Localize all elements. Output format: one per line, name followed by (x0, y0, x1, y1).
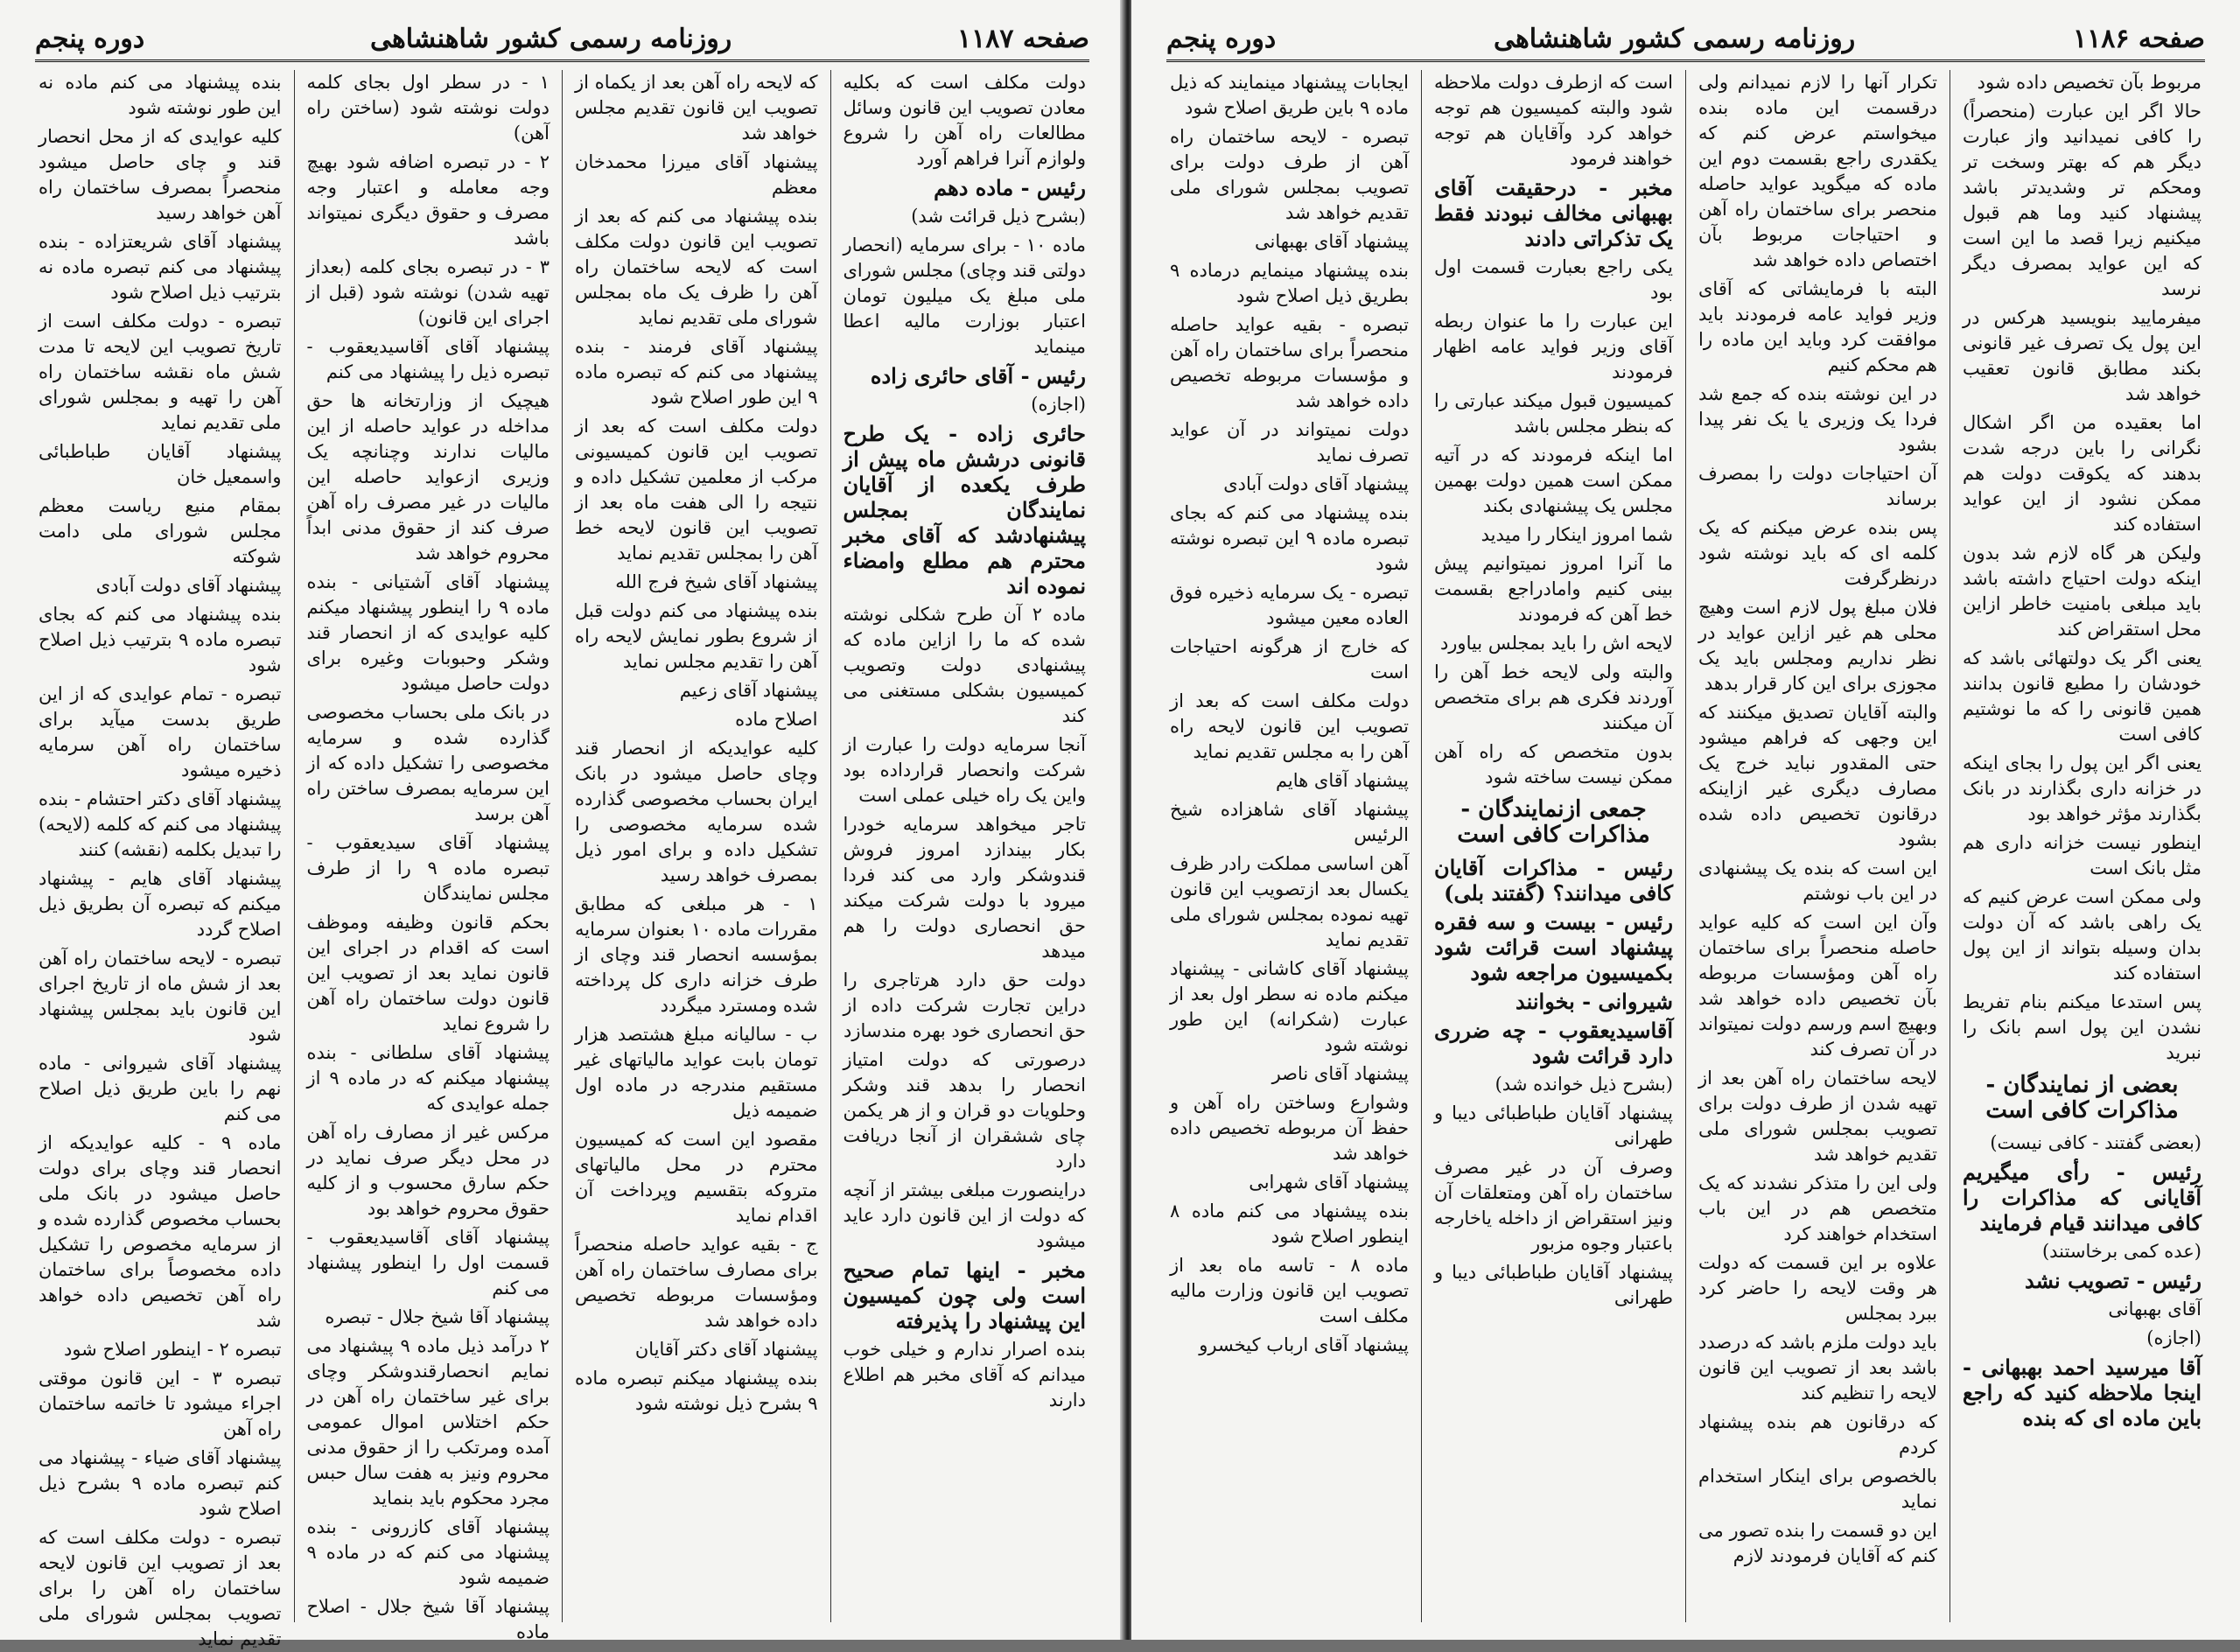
article-paragraph: پیشنهاد آقای ناصر (1271, 1063, 1409, 1084)
right-page-column (1950, 70, 2214, 1622)
article-paragraph: بالخصوص برای اینکار استخدام نماید (1698, 1466, 1937, 1512)
article-paragraph: مخبر - اینها تمام صحیح است ولی چون کمیسیون این پیشنهاد را پذیرفته (843, 1257, 1086, 1334)
article-paragraph: تبصره - لایحه ساختمان راه آهن از طرف دولت برای تصویب بمجلس شورای ملی تقدیم خواهد شد (1170, 126, 1409, 223)
left-page-column (830, 70, 1099, 1622)
article-paragraph: تبصره - دولت مکلف است که بعد از تصویب این قانون لایحه ساختمان راه آهن را برای تصویب بمجلس شورای ملی تقدیم نماید (38, 1527, 282, 1649)
article-paragraph: دولت حق دارد هرتاجری را دراین تجارت شرکت داده از حق انحصاری خود بهره مندسازد (843, 970, 1086, 1041)
article-paragraph: تبصره - تمام عوایدی که از این طریق بدست میآید برای ساختمان راه آهن سرمایه ذخیره میشود (38, 683, 282, 780)
article-paragraph: پیشنهاد آقای آقاسیدیعقوب - قسمت اول را اینطور پیشنهاد می کنم (306, 1227, 550, 1298)
article-paragraph: پیشنهاد آقای دولت آبادی (1223, 473, 1409, 494)
article-paragraph: پیشنهاد آقای دولت آبادی (95, 575, 282, 596)
article-paragraph: یعنی اگر این پول را بجای اینکه در خزانه داری بگذارند در بانک بگذارند مؤثر خواهد بود (1963, 752, 2202, 824)
article-paragraph: که درقانون هم بنده پیشنهاد کردم (1698, 1411, 1937, 1458)
article-paragraph: کلیه عوایدیکه از انحصار قند وچای حاصل میشود در بانک ایران بحساب مخصوصی گذارده شده سرمایه مخصوصی را تشکیل داده و برای امور ذیل بمصرف خواهد رسید (575, 738, 818, 886)
article-paragraph: پیشنهاد آقایان طباطبائی دیبا و طهرانی (1434, 1102, 1673, 1149)
article-paragraph: آهن اساسی مملکت رادر ظرف یکسال بعد ازتصویب این قانون تهیه نموده بمجلس شورای ملی تقدیم نماید (1170, 853, 1409, 950)
article-paragraph: آن احتیاجات دولت را بمصرف برساند (1698, 463, 1937, 509)
article-paragraph: والبته ولی لایحه خط آهن را آوردند فکری هم برای متخصص آن میکنند (1434, 662, 1673, 733)
article-paragraph: دولت مکلف است که بکلیه معادن تصویب این قانون وسائل مطالعات راه آهن را شروع ولوازم آنرا فراهم آورد (843, 72, 1086, 169)
article-paragraph: لایحه اش را باید بمجلس بیاورد (1439, 633, 1673, 654)
article-paragraph: پیشنهاد آقای شیخ فرج الله (615, 571, 818, 592)
article-paragraph: باید دولت ملزم باشد که درصدد باشد بعد از تصویب این قانون لایحه را تنظیم کند (1698, 1332, 1937, 1404)
article-paragraph: (اجازه) (1031, 394, 1086, 415)
article-paragraph: دولت نمیتواند در آن عواید تصرف نماید (1170, 419, 1409, 466)
article-paragraph: اصلاح ماده (735, 709, 818, 730)
article-paragraph: مقصود این است که کمیسیون محترم در محل مالیاتهای متروکه بتقسیم وپرداخت آن اقدام نماید (575, 1129, 818, 1226)
article-paragraph: پیشنهاد آقایان طباطبائی دیبا و طهرانی (1434, 1262, 1673, 1308)
article-paragraph: پیشنهاد آقای شهرابی (1249, 1172, 1409, 1193)
article-paragraph: ولی ممکن است عرض کنیم که یک راهی باشد که آن دولت بدان وسیله بتواند از این پول استفاده کند (1963, 886, 2202, 984)
article-paragraph: بنده پیشنهاد مینمایم درماده ۹ بطریق ذیل اصلاح شود (1170, 260, 1409, 306)
article-paragraph: پیشنهاد آقای زعیم (679, 680, 818, 701)
article-paragraph: تاجر میخواهد سرمایه خودرا بکار بیندازد امروز فروش قندوشکر وارد می کند فردا میرود با دولت شرکت میکند حق انحصاری دولت را هم میدهد (843, 814, 1086, 962)
article-paragraph: پیشنهاد آقای سلطانی - بنده پیشنهاد میکنم که در ماده ۹ از جمله عوایدی که (306, 1042, 550, 1114)
article-paragraph: مربوط بآن تخصیص داده شود (1977, 72, 2202, 93)
article-paragraph: والبته آقایان تصدیق میکنند که این وجهی که فراهم میشود حتی المقدور نباید خرج یک مصارف دیگری غیر ازاینکه درقانون تخصیص داده شده بشود (1698, 702, 1937, 850)
article-paragraph: پیشنهاد آقا شیخ جلال - اصلاح ماده (306, 1596, 550, 1642)
article-paragraph: ماده ۲ آن طرح شکلی نوشته شده که ما را ازاین ماده که پیشنهادی دولت وتصویب کمیسیون بشکلی مستغنی می کند (843, 604, 1086, 726)
article-paragraph: پیشنهاد آقای آشتیانی - بنده ماده ۹ را اینطور پیشنهاد میکنم کلیه عوایدی که از انحصار قند وشکر وحبوبات وغیره برای دولت حاصل میشود (306, 571, 550, 694)
article-paragraph: است که ازطرف دولت ملاحظه شود والبته کمیسیون هم توجه خواهد کرد وآقایان هم توجه خواهند فرمود (1434, 72, 1673, 169)
article-paragraph: علاوه بر این قسمت که دولت هر وقت لایحه را حاضر کرد ببرد بمجلس (1698, 1252, 1937, 1324)
article-paragraph: پیشنهاد آقای بهبهانی (1254, 231, 1409, 252)
article-paragraph: حالا اگر این عبارت (منحصراً) را کافی نمیدانید واز عبارت دیگر هم که بهتر وسخت تر ومحکم تر وشدیدتر باشد پیشنهاد کنید وما هم قبول میکنیم زیرا قصد ما این است که این عواید بمصرف دیگر نرسد (1963, 101, 2202, 299)
left-page-columns (26, 70, 1098, 1649)
article-paragraph: پیشنهاد آقا شیخ جلال - تبصره (325, 1306, 550, 1327)
article-paragraph: وصرف آن در غیر مصرف ساختمان راه آهن ومتعلقات آن ونیز استقراض از داخله یاخارجه باعتبار وجوه مزبور (1434, 1157, 1673, 1254)
article-paragraph: پیشنهاد آقای شریعتزاده - بنده پیشنهاد می کنم تبصره ماده نه بترتیب ذیل اصلاح شود (38, 231, 282, 303)
article-paragraph: ب - سالیانه مبلغ هشتصد هزار تومان بابت عواید مالیاتهای غیر مستقیم مندرجه در ماده اول ضمیمه ذیل (575, 1024, 818, 1121)
article-paragraph: (بعضی گفتند - کافی نیست) (1990, 1132, 2202, 1153)
article-paragraph: دراینصورت مبلغی بیشتر از آنچه که دولت از این قانون دارد عاید میشود (843, 1180, 1086, 1251)
article-paragraph: پیشنهاد آقای کازرونی - بنده پیشنهاد می کنم که در ماده ۹ ضمیمه شود (306, 1516, 550, 1588)
article-paragraph: بعضی از نمایندگان - مذاکرات کافی است (1985, 1072, 2179, 1124)
article-paragraph: ۱ - در سطر اول بجای کلمه دولت نوشته شود (ساختن راه آهن) (306, 72, 550, 144)
article-paragraph: پیشنهاد آقای شیروانی - ماده نهم را باین طریق ذیل اصلاح می کنم (38, 1053, 282, 1124)
article-paragraph: پیشنهاد آقای ارباب کیخسرو (1199, 1334, 1409, 1355)
article-paragraph: ماده ۸ - تاسه ماه بعد از تصویب این قانون وزارت مالیه مکلف است (1170, 1255, 1409, 1326)
article-paragraph: پیشنهاد آقای میرزا محمدخان معظم (575, 151, 818, 198)
article-paragraph: پیشنهاد آقای هایم - پیشنهاد میکنم که تبصره آن بطریق ذیل اصلاح گردد (38, 868, 282, 940)
article-paragraph: حائری زاده - یک طرح قانونی درشش ماه پیش از طرف یکعده از آقایان نمایندگان بمجلس پیشنهادشد که آقای مخبر محترم هم مطلع وامضاء نموده اند (843, 421, 1086, 598)
article-paragraph: پیشنهاد آقای هایم (1275, 770, 1409, 791)
article-paragraph: بنده پیشنهاد می کنم که بجای تبصره ماده ۹ این تبصره نوشته شود (1170, 502, 1409, 574)
article-paragraph: تکرار آنها را لازم نمیدانم ولی درقسمت این ماده بنده میخواستم عرض کنم که یکقدری راجع بقسمت دوم این ماده که میگوید عواید حاصله منحصر برای ساختمان راه آهن و احتیاجات مربوط بآن اختصاص داده خواهد شد (1698, 72, 1937, 270)
left-page-column (26, 70, 294, 1649)
left-page-column (562, 70, 830, 1622)
article-paragraph: (بشرح ذیل خوانده شد) (1494, 1074, 1673, 1095)
article-paragraph: مرکس غیر از مصارف راه آهن در محل دیگر صرف نماید در حکم سارق محسوب و از کلیه حقوق محروم خواهد بود (306, 1122, 550, 1219)
article-paragraph: درصورتی که دولت امتیاز انحصار را بدهد قند وشکر وحلویات دو قران و از هر یکمن چای ششقران از آنجا دریافت دارد (843, 1049, 1086, 1172)
article-paragraph: یعنی اگر یک دولتهائی باشد که خودشان را مطیع قانون بدانند همین قانونی را که ما نوشتیم کافی است (1963, 648, 2202, 745)
article-paragraph: ۳ - در تبصره بجای کلمه (بعداز تهیه شدن) نوشته شود (قبل از اجرای این قانون) (306, 256, 550, 328)
article-paragraph: تبصره - یک سرمایه ذخیره فوق العاده معین میشود (1170, 582, 1409, 628)
article-paragraph: تبصره - بقیه عواید حاصله منحصراً برای ساختمان راه آهن و مؤسسات مربوطه تخصیص داده خواهد شد (1170, 314, 1409, 411)
right-page-column (1158, 70, 1421, 1622)
article-paragraph: شیروانی - بخوانند (1516, 989, 1673, 1014)
article-paragraph: این دو قسمت را بنده تصور می کنم که آقایان فرمودند لازم (1698, 1520, 1937, 1566)
article-paragraph: دولت مکلف است که بعد از تصویب این قانون لایحه راه آهن را به مجلس تقدیم نماید (1170, 690, 1409, 762)
article-paragraph: ایجابات پیشنهاد مینمایند که ذیل ماده ۹ باین طریق اصلاح شود (1170, 72, 1409, 118)
article-paragraph: بنده پیشنهاد می کنم ماده ۸ اینطور اصلاح شود (1170, 1200, 1409, 1247)
article-paragraph: پیشنهاد آقای دکتر آقایان (634, 1339, 818, 1360)
article-paragraph: (عده کمی برخاستند) (2041, 1241, 2202, 1262)
article-paragraph: رئیس - بیست و سه فقره پیشنهاد است قرائت شود بکمیسیون مراجعه شود (1434, 909, 1673, 985)
article-paragraph: بحکم قانون وظیفه وموظف است که اقدام در اجرای این قانون نماید بعد از تصویب این قانون دولت ساختمان راه آهن را شروع نماید (306, 912, 550, 1034)
article-paragraph: ولیکن هر گاه لازم شد بدون اینکه دولت احتیاج داشته باشد باید مبلغی بامنیت خاطر ازاین محل استقراض کند (1963, 542, 2202, 640)
article-paragraph: ماده ۱۰ - برای سرمایه (انحصار دولتی قند وچای) مجلس شورای ملی مبلغ یک میلیون تومان اعتبار بوزارت مالیه اعطا مینماید (843, 234, 1086, 357)
article-paragraph: ج - بقیه عواید حاصله منحصراً برای مصارف ساختمان راه آهن ومؤسسات مربوطه تخصیص داده خواهد شد (575, 1234, 818, 1331)
article-paragraph: مخبر - درحقیقت آقای بهبهانی مخالف نبودند فقط یک تذکراتی دادند (1434, 175, 1673, 251)
article-paragraph: آقاسیدیعقوب - چه ضرری دارد قرائت شود (1434, 1018, 1673, 1068)
article-paragraph: تبصره ۲ - اینطور اصلاح شود (63, 1339, 282, 1360)
article-paragraph: رئیس - تصویب نشد (2025, 1268, 2202, 1293)
article-paragraph: آنجا سرمایه دولت را عبارت از شرکت وانحصار قرارداده بود واین یک راه خیلی عملی است (843, 734, 1086, 806)
article-paragraph: پس استدعا میکنم بنام تفریط نشدن این پول اسم بانک را نبرید (1963, 991, 2202, 1063)
article-paragraph: لایحه ساختمان راه آهن بعد از تهیه شدن از طرف دولت برای تصویب بمجلس شورای ملی تقدیم خواهد شد (1698, 1068, 1937, 1165)
article-paragraph: این عبارت را ما عنوان ربطه آقای وزیر فواید عامه اظهار فرمودند (1434, 311, 1673, 382)
article-paragraph: بنده پیشنهاد می کنم که بعد از تصویب این قانون دولت مکلف است که لایحه ساختمان راه آهن را ظرف یک ماه بمجلس شورای ملی تقدیم نماید (575, 206, 818, 328)
article-paragraph: ۲ - در تبصره اضافه شود بهیچ وجه معامله و اعتبار وجه مصرف و حقوق دیگری نمیتواند باشد (306, 151, 550, 248)
article-paragraph: وشوارع وساختن راه آهن و حفظ آن مربوطه تخصیص داده خواهد شد (1170, 1092, 1409, 1164)
article-paragraph: ماده ۹ - کلیه عوایدیکه از انحصار قند وچای برای دولت حاصل میشود در بانک ملی بحساب مخصوص گذارده شده و از سرمایه مخصوص را تشکیل داده مخصوصاً برای ساختمان راه آهن تخصیص داده خواهد شد (38, 1132, 282, 1331)
article-paragraph: یکی راجع بعبارت قسمت اول بود (1434, 256, 1673, 303)
article-paragraph: تبصره - لایحه ساختمان راه آهن بعد از شش ماه از تاریخ اجرای این قانون باید بمجلس پیشنهاد شود (38, 948, 282, 1045)
article-paragraph: تبصره - دولت مکلف است از تاریخ تصویب این لایحه تا مدت شش ماه نقشه ساختمان راه آهن را تهیه و بمجلس شورای ملی تقدیم نماید (38, 311, 282, 433)
article-paragraph: در بانک ملی بحساب مخصوصی گذارده شده و سرمایه مخصوصی را تشکیل داده که از این سرمایه بمصرف ساختن راه آهن برسد (306, 702, 550, 824)
left-page-masthead: روزنامه رسمی کشور شاهنشاهی (369, 24, 732, 54)
article-paragraph: جمعی ازنمایندگان - مذاکرات کافی است (1457, 796, 1650, 848)
right-page-column (1421, 70, 1685, 1622)
article-paragraph: تبصره ۳ - این قانون موقتی اجراء میشود تا خاتمه ساختمان راه آهن (38, 1368, 282, 1439)
article-paragraph: پیشنهاد آقای فرمند - بنده پیشنهاد می کنم که تبصره ماده ۹ این طور اصلاح شود (575, 336, 818, 408)
article-paragraph: اینطور نیست خزانه داری هم مثل بانک است (1963, 832, 2202, 878)
article-paragraph: ۲ درآمد ذیل ماده ۹ پیشنهاد می نمایم انحصارقندوشکر وچای برای غیر ساختمان راه آهن در حکم اختلاس اموال عمومی آمده ومرتکب را از حقوق مدنی محروم ونیز به هفت سال حبس مجرد محکوم باید بنماید (306, 1335, 550, 1508)
article-paragraph: رئیس - آقای حائری زاده (870, 363, 1086, 388)
article-paragraph: وآن این است که کلیه عواید حاصله منحصراً برای ساختمان راه آهن ومؤسسات مربوطه بآن تخصیص داده خواهد شد وبهیچ اسم ورسم دولت نمیتواند در آن تصرف کند (1698, 912, 1937, 1060)
article-paragraph: بنده پیشنهاد می کنم که بجای تبصره ماده ۹ بترتیب ذیل اصلاح شود (38, 604, 282, 676)
article-paragraph: پیشنهاد آقای آقاسیدیعقوب - تبصره ذیل را پیشنهاد می کنم (306, 336, 550, 382)
article-paragraph: رئیس - ماده دهم (934, 175, 1086, 200)
article-paragraph: رئیس - مذاکرات آقایان کافی میدانند؟ (گفتند بلی) (1434, 855, 1673, 906)
article-paragraph: (اجازه) (2146, 1327, 2202, 1348)
right-page-columns (1158, 70, 2214, 1622)
article-paragraph: پیشنهاد آقای ضیاء - پیشنهاد می کنم تبصره ماده ۹ بشرح ذیل اصلاح شود (38, 1447, 282, 1519)
article-paragraph: که لایحه راه آهن بعد از یکماه از تصویب این قانون تقدیم مجلس خواهد شد (575, 72, 818, 144)
article-paragraph: آقای بهبهانی (2108, 1298, 2202, 1320)
article-paragraph: کمیسیون قبول میکند عبارتی را که بنظر مجلس باشد (1434, 390, 1673, 437)
article-paragraph: ما آنرا امروز نمیتوانیم پیش بینی کنیم وامادراجع بقسمت خط آهن که فرمودند (1434, 553, 1673, 625)
article-paragraph: (بشرح ذیل قرائت شد) (911, 206, 1086, 227)
left-page-header (35, 12, 1089, 62)
article-paragraph: پیشنهاد آقای سیدیعقوب - تبصره ماده ۹ را از طرف مجلس نمایندگان (306, 832, 550, 904)
article-paragraph: ولی این را متذکر نشدند که یک متخصص هم در این باب استخدام خواهند کرد (1698, 1172, 1937, 1244)
article-paragraph: میفرمایید بنویسید هرکس در این پول یک تصرف غیر قانونی بکند مطابق قانون تعقیب خواهد شد (1963, 307, 2202, 404)
article-paragraph: پیشنهاد آقای شاهزاده شیخ الرئیس (1170, 799, 1409, 845)
right-page-number: صفحه ۱۱۸۶ (2073, 24, 2205, 54)
article-paragraph: شما امروز اینکار را میدید (1480, 524, 1673, 545)
article-paragraph: اما بعقیده من اگر اشکال نگرانی را باین درجه شدت بدهند که یکوقت دولت هم ممکن نشود از این عواید استفاده کند (1963, 412, 2202, 535)
article-paragraph: کلیه عوایدی که از محل انحصار قند و چای حاصل میشود منحصراً بمصرف ساختمان راه آهن خواهد رسید (38, 126, 282, 223)
article-paragraph: بدون متخصص که راه آهن ممکن نیست ساخته شود (1434, 741, 1673, 788)
article-paragraph: بنده پیشنهاد میکنم تبصره ماده ۹ بشرح ذیل نوشته شود (575, 1368, 818, 1414)
article-paragraph: هیچیک از وزارتخانه ها حق مداخله در عواید حاصله از این مالیات ندارند وچنانچه یک وزیری ازعواید حاصله این مالیات در غیر مصرف راه آهن صرف کند از حقوق مدنی ابداً محروم خواهد شد (306, 390, 550, 564)
article-paragraph: که خارج از هرگونه احتیاجات است (1170, 636, 1409, 682)
article-paragraph: بمقام منیع ریاست معظم مجلس شورای ملی دامت شوکته (38, 495, 282, 567)
article-paragraph: پس بنده عرض میکنم که یک کلمه ای که باید نوشته شود درنظرگرفت (1698, 517, 1937, 589)
article-paragraph: بنده اصرار ندارم و خیلی خوب میدانم که آقای مخبر هم اطلاع دارند (843, 1339, 1086, 1410)
right-page-column (1685, 70, 1950, 1622)
article-paragraph: ۱ - هر مبلغی که مطابق مقررات ماده ۱۰ بعنوان سرمایه بمؤسسه انحصار قند وچای از طرف خزانه داری کل پرداخته شده ومسترد میگردد (575, 893, 818, 1016)
article-paragraph: دولت مکلف است که بعد از تصویب این قانون کمیسیونی مرکب از معلمین تشکیل داده و نتیجه را الی هفت ماه بعد از تصویب این قانون لایحه خط آهن را بمجلس تقدیم نماید (575, 416, 818, 564)
right-page-session: دوره پنجم (1166, 24, 1277, 54)
left-page-column (294, 70, 563, 1642)
article-paragraph: فلان مبلغ پول لازم است وهیچ محلی هم غیر ازاین عواید در نظر نداریم ومجلس باید یک مجوزی برای این کار قرار بدهد (1698, 597, 1937, 694)
right-page-header (1166, 12, 2205, 62)
left-page-number: صفحه ۱۱۸۷ (957, 24, 1089, 54)
right-page (1131, 0, 2240, 1640)
article-paragraph: پیشنهاد آقای دکتر احتشام - بنده پیشنهاد می کنم که کلمه (لایحه) را تبدیل بکلمه (نقشه) کنند (38, 788, 282, 860)
article-paragraph: پیشنهاد آقای کاشانی - پیشنهاد میکنم ماده نه سطر اول بعد از عبارت (شکرانه) این طور نوشته شود (1170, 958, 1409, 1055)
article-paragraph: آقا میرسید احمد بهبهانی - اینجا ملاحظه کنید که راجع باین ماده ای که بنده (1963, 1354, 2202, 1431)
article-paragraph: اما اینکه فرمودند که در آتیه ممکن است همین دولت بهمین مجلس یک پیشنهادی بکند (1434, 444, 1673, 516)
article-paragraph: رئیس - رأی میگیریم آقایانی که مذاکرات را کافی میدانند قیام فرمایند (1963, 1159, 2202, 1236)
article-paragraph: بنده پیشنهاد می کنم ماده نه این طور نوشته شود (38, 72, 282, 118)
left-page-session: دوره پنجم (35, 24, 145, 54)
article-paragraph: بنده پیشنهاد می کنم دولت قبل از شروع بطور نمایش لایحه راه آهن را تقدیم مجلس نماید (575, 600, 818, 672)
article-paragraph: پیشنهاد آقایان طباطبائی واسمعیل خان (38, 441, 282, 487)
right-page-masthead: روزنامه رسمی کشور شاهنشاهی (1493, 24, 1856, 54)
article-paragraph: البته با فرمایشاتی که آقای وزیر فواید عامه فرمودند باید موافقت کرد وباید این ماده را هم محکم کنیم (1698, 278, 1937, 375)
article-paragraph: در این نوشته بنده که جمع شد فردا یک وزیری یا یک نفر پیدا بشود (1698, 383, 1937, 455)
article-paragraph: این است که بنده یک پیشنهادی در این باب نوشتم (1698, 858, 1937, 904)
